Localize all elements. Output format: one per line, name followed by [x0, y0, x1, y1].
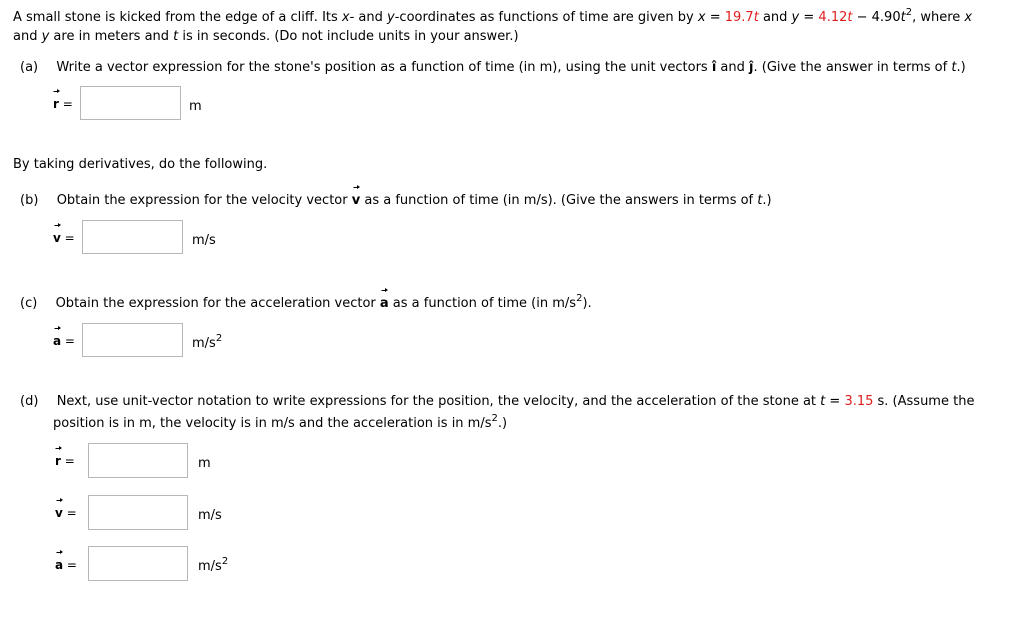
part-d-a-label: a =	[55, 556, 77, 575]
given-y-coefficient: 4.12t	[818, 10, 853, 25]
part-b-tag: (b)	[20, 193, 39, 208]
part-a-question: (a) Write a vector expression for the stone's position as a function of time (in m), using the unit vectors î and ĵ. (Give the answer in terms of t.)	[20, 60, 966, 75]
given-x-coefficient: 19.7t	[724, 10, 759, 25]
a-vector-symbol: a	[379, 296, 389, 311]
part-d-r-unit: m	[198, 456, 211, 471]
v-vector-symbol: v	[53, 229, 61, 248]
part-d-v-unit: m/s	[198, 508, 222, 523]
part-d-v-label: v =	[55, 504, 77, 523]
part-b-velocity-input[interactable]	[82, 220, 183, 254]
part-d-tag: (d)	[20, 394, 39, 409]
problem-statement	[13, 8, 1013, 46]
part-d-position-input[interactable]	[88, 443, 188, 478]
a-vector-symbol: a	[55, 556, 63, 575]
r-vector-symbol: r	[55, 452, 61, 471]
part-c-unit: $m/s^2$	[192, 333, 223, 351]
j-hat-symbol: ĵ	[749, 60, 754, 75]
part-d-a-unit: $m/s^2$	[198, 556, 229, 574]
part-b-unit: m/s	[192, 233, 216, 248]
part-c-tag: (c)	[20, 296, 38, 311]
part-c-acceleration-input[interactable]	[82, 323, 183, 357]
intro-line-1: A small stone is kicked from the edge of a cliff. Its x- and y-coordinates as functions of time are given by x = 19.7t and $y = 4.12t - 4.90t^2$, where x	[13, 7, 973, 25]
part-d-velocity-input[interactable]	[88, 495, 188, 530]
a-vector-symbol: a	[53, 332, 61, 351]
derivatives-note: By taking derivatives, do the following.	[13, 157, 268, 172]
part-b-v-label: v =	[53, 229, 75, 248]
given-time-value: 3.15	[844, 394, 874, 409]
v-vector-symbol: v	[351, 193, 361, 208]
part-d-line-2: position is in m, the velocity is in m/s and the acceleration is in $m/s^2$.)	[53, 413, 508, 431]
part-d-r-label: r =	[55, 452, 75, 471]
part-a-unit: m	[189, 99, 202, 114]
v-vector-symbol: v	[55, 504, 63, 523]
part-d-line-1: (d) Next, use unit-vector notation to write expressions for the position, the velocity, and the acceleration of the stone at t = 3.15 s. (Assume the	[20, 394, 975, 409]
part-d-question	[20, 392, 1010, 433]
part-c-question: (c) Obtain the expression for the acceleration vector a as a function of time (in $m/s^2$).	[20, 293, 592, 311]
part-d-acceleration-input[interactable]	[88, 546, 188, 581]
part-a-tag: (a)	[20, 60, 39, 75]
intro-line-2: and y are in meters and t is in seconds. (Do not include units in your answer.)	[13, 29, 519, 44]
i-hat-symbol: î	[711, 60, 717, 75]
part-c-a-label: a =	[53, 332, 75, 351]
part-a-position-input[interactable]	[80, 86, 181, 120]
r-vector-symbol: r	[53, 95, 59, 114]
part-b-question: (b) Obtain the expression for the velocity vector v as a function of time (in m/s). (Give the answers in terms of t.)	[20, 193, 772, 208]
part-a-r-label: r =	[53, 95, 73, 114]
